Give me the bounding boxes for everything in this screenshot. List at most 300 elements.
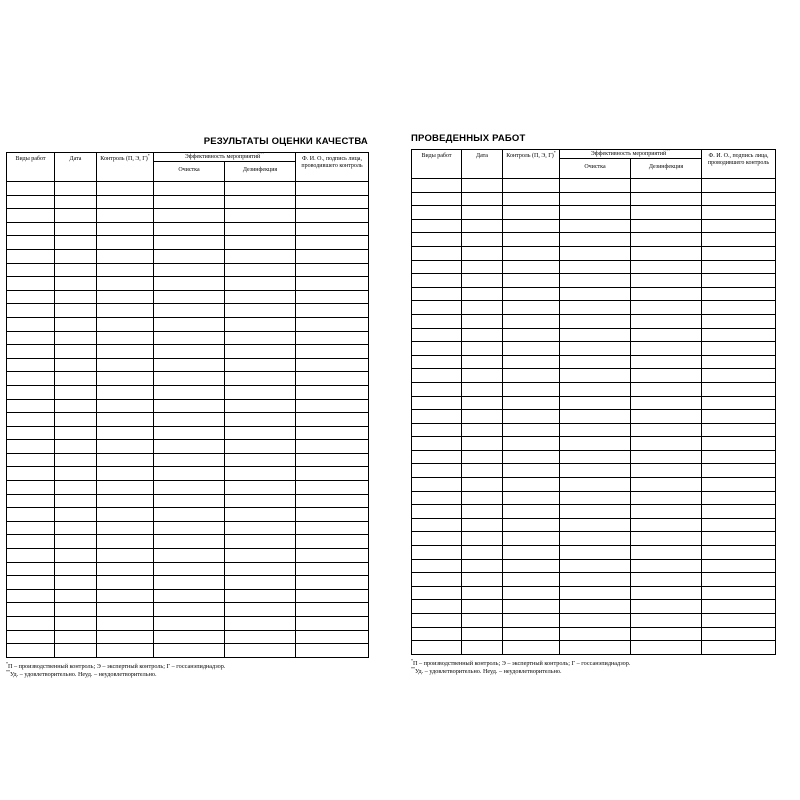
table-cell: [7, 630, 55, 644]
table-cell: [97, 589, 154, 603]
table-cell: [462, 342, 503, 356]
table-cell: [225, 331, 296, 345]
table-row: [412, 505, 776, 519]
table-cell: [412, 546, 462, 560]
table-cell: [560, 478, 631, 492]
table-cell: [462, 532, 503, 546]
table-cell: [296, 562, 369, 576]
table-cell: [7, 508, 55, 522]
table-cell: [55, 277, 97, 291]
table-cell: [702, 641, 776, 655]
table-cell: [560, 518, 631, 532]
table-cell: [97, 453, 154, 467]
table-cell: [462, 627, 503, 641]
table-cell: [55, 589, 97, 603]
footnotes: [6, 660, 368, 679]
table-cell: [412, 464, 462, 478]
table-cell: [462, 614, 503, 628]
table-row: [412, 423, 776, 437]
right-page: [411, 133, 775, 676]
table-cell: [154, 535, 225, 549]
table-cell: [702, 301, 776, 315]
table-cell: [462, 369, 503, 383]
table-cell: [631, 287, 702, 301]
table-cell: [55, 603, 97, 617]
table-cell: [296, 589, 369, 603]
table-cell: [462, 355, 503, 369]
table-cell: [296, 399, 369, 413]
table-cell: [7, 290, 55, 304]
table-cell: [462, 573, 503, 587]
table-cell: [225, 345, 296, 359]
table-cell: [225, 589, 296, 603]
table-cell: [462, 260, 503, 274]
table-cell: [631, 491, 702, 505]
table-cell: [55, 263, 97, 277]
table-cell: [296, 263, 369, 277]
table-row: [7, 426, 369, 440]
table-cell: [225, 195, 296, 209]
table-cell: [503, 586, 560, 600]
table-cell: [296, 304, 369, 318]
table-row: [7, 290, 369, 304]
table-cell: [154, 372, 225, 386]
table-cell: [462, 559, 503, 573]
table-cell: [7, 521, 55, 535]
table-cell: [560, 179, 631, 193]
table-cell: [631, 301, 702, 315]
table-cell: [154, 222, 225, 236]
table-row: [7, 249, 369, 263]
table-cell: [503, 287, 560, 301]
table-cell: [225, 481, 296, 495]
table-cell: [560, 614, 631, 628]
table-cell: [462, 287, 503, 301]
header-efficiency: Эффективность мероприятий**: [154, 153, 296, 162]
table-cell: [97, 263, 154, 277]
table-cell: [560, 464, 631, 478]
table-cell: [296, 453, 369, 467]
table-cell: [7, 331, 55, 345]
page-title: РЕЗУЛЬТАТЫ ОЦЕНКИ КАЧЕСТВА: [203, 136, 368, 147]
table-cell: [503, 369, 560, 383]
table-cell: [225, 603, 296, 617]
table-cell: [97, 576, 154, 590]
header-date: Дата: [462, 150, 503, 179]
table-cell: [296, 549, 369, 563]
table-cell: [412, 246, 462, 260]
table-cell: [7, 413, 55, 427]
table-cell: [412, 260, 462, 274]
table-cell: [154, 576, 225, 590]
table-cell: [560, 328, 631, 342]
table-row: [412, 328, 776, 342]
table-cell: [631, 532, 702, 546]
table-cell: [702, 206, 776, 220]
table-cell: [631, 219, 702, 233]
table-cell: [97, 209, 154, 223]
table-cell: [296, 508, 369, 522]
table-cell: [296, 385, 369, 399]
table-cell: [462, 518, 503, 532]
table-cell: [7, 549, 55, 563]
table-cell: [412, 627, 462, 641]
table-cell: [702, 369, 776, 383]
table-cell: [225, 249, 296, 263]
table-cell: [412, 437, 462, 451]
table-cell: [225, 535, 296, 549]
table-cell: [462, 246, 503, 260]
table-cell: [412, 355, 462, 369]
table-cell: [462, 192, 503, 206]
table-cell: [296, 372, 369, 386]
table-cell: [97, 481, 154, 495]
table-row: [7, 467, 369, 481]
quality-log-table: [411, 149, 776, 655]
table-row: [412, 314, 776, 328]
table-cell: [702, 423, 776, 437]
table-row: [7, 481, 369, 495]
table-row: [412, 369, 776, 383]
table-cell: [225, 440, 296, 454]
table-cell: [225, 562, 296, 576]
table-cell: [296, 358, 369, 372]
table-cell: [631, 246, 702, 260]
table-cell: [503, 641, 560, 655]
table-cell: [225, 182, 296, 196]
table-cell: [296, 290, 369, 304]
table-row: [7, 385, 369, 399]
table-cell: [154, 413, 225, 427]
table-cell: [503, 464, 560, 478]
table-cell: [503, 274, 560, 288]
table-cell: [97, 535, 154, 549]
quality-log-table: [6, 152, 369, 658]
table-cell: [55, 617, 97, 631]
table-cell: [412, 423, 462, 437]
table-cell: [225, 494, 296, 508]
table-cell: [97, 399, 154, 413]
table-cell: [296, 345, 369, 359]
table-cell: [503, 179, 560, 193]
table-row: [7, 535, 369, 549]
table-cell: [462, 491, 503, 505]
table-cell: [7, 603, 55, 617]
table-cell: [702, 328, 776, 342]
table-cell: [412, 328, 462, 342]
table-cell: [560, 641, 631, 655]
table-cell: [225, 508, 296, 522]
table-cell: [225, 399, 296, 413]
table-cell: [631, 369, 702, 383]
table-cell: [702, 518, 776, 532]
table-row: [7, 222, 369, 236]
table-cell: [7, 399, 55, 413]
table-cell: [560, 600, 631, 614]
table-row: [412, 627, 776, 641]
table-cell: [55, 576, 97, 590]
table-cell: [97, 426, 154, 440]
table-cell: [296, 576, 369, 590]
table-cell: [560, 192, 631, 206]
table-cell: [702, 342, 776, 356]
table-cell: [296, 603, 369, 617]
table-cell: [7, 440, 55, 454]
table-cell: [97, 508, 154, 522]
table-cell: [702, 450, 776, 464]
table-cell: [97, 249, 154, 263]
table-cell: [503, 478, 560, 492]
table-cell: [55, 209, 97, 223]
table-cell: [154, 494, 225, 508]
table-cell: [412, 274, 462, 288]
table-cell: [462, 600, 503, 614]
table-cell: [154, 467, 225, 481]
table-cell: [503, 328, 560, 342]
table-cell: [503, 423, 560, 437]
table-cell: [296, 426, 369, 440]
table-cell: [55, 372, 97, 386]
table-row: [7, 209, 369, 223]
table-cell: [154, 440, 225, 454]
header-disinfection: Дезинфекция: [631, 159, 702, 179]
table-row: [7, 644, 369, 658]
table-cell: [55, 195, 97, 209]
table-cell: [7, 576, 55, 590]
table-cell: [462, 546, 503, 560]
table-cell: [560, 450, 631, 464]
table-cell: [154, 426, 225, 440]
table-cell: [225, 317, 296, 331]
table-cell: [55, 549, 97, 563]
table-cell: [412, 410, 462, 424]
table-cell: [462, 314, 503, 328]
table-cell: [55, 331, 97, 345]
table-cell: [412, 342, 462, 356]
table-cell: [154, 304, 225, 318]
table-cell: [462, 464, 503, 478]
table-cell: [154, 195, 225, 209]
table-cell: [97, 562, 154, 576]
table-cell: [462, 382, 503, 396]
table-cell: [412, 314, 462, 328]
table-cell: [97, 304, 154, 318]
table-cell: [55, 481, 97, 495]
table-cell: [296, 277, 369, 291]
table-row: [412, 260, 776, 274]
table-cell: [154, 263, 225, 277]
table-cell: [412, 206, 462, 220]
table-row: [412, 491, 776, 505]
table-cell: [97, 222, 154, 236]
table-cell: [702, 287, 776, 301]
table-cell: [560, 437, 631, 451]
table-cell: [7, 385, 55, 399]
table-cell: [296, 481, 369, 495]
table-cell: [7, 263, 55, 277]
table-cell: [503, 532, 560, 546]
table-cell: [702, 614, 776, 628]
table-cell: [503, 573, 560, 587]
table-cell: [225, 209, 296, 223]
table-cell: [702, 627, 776, 641]
table-cell: [225, 467, 296, 481]
table-cell: [296, 467, 369, 481]
table-cell: [225, 277, 296, 291]
table-cell: [503, 546, 560, 560]
table-cell: [560, 314, 631, 328]
table-cell: [97, 236, 154, 250]
table-cell: [55, 182, 97, 196]
table-row: [7, 589, 369, 603]
table-cell: [7, 589, 55, 603]
table-cell: [97, 603, 154, 617]
table-cell: [154, 277, 225, 291]
table-cell: [97, 345, 154, 359]
table-cell: [154, 562, 225, 576]
table-row: [7, 331, 369, 345]
table-cell: [631, 518, 702, 532]
table-cell: [462, 301, 503, 315]
table-cell: [412, 491, 462, 505]
table-cell: [631, 382, 702, 396]
table-cell: [560, 219, 631, 233]
table-cell: [7, 494, 55, 508]
table-row: [7, 195, 369, 209]
table-row: [7, 576, 369, 590]
table-cell: [631, 410, 702, 424]
table-cell: [560, 274, 631, 288]
table-cell: [702, 410, 776, 424]
table-cell: [154, 508, 225, 522]
table-cell: [7, 222, 55, 236]
table-cell: [560, 260, 631, 274]
table-cell: [412, 478, 462, 492]
table-row: [412, 518, 776, 532]
table-cell: [7, 453, 55, 467]
header-disinfection: Дезинфекция: [225, 162, 296, 182]
table-cell: [97, 290, 154, 304]
table-cell: [702, 600, 776, 614]
table-cell: [55, 399, 97, 413]
table-cell: [560, 233, 631, 247]
table-cell: [462, 233, 503, 247]
table-cell: [296, 535, 369, 549]
table-cell: [296, 617, 369, 631]
header-cleaning: Очистка: [154, 162, 225, 182]
table-row: [412, 614, 776, 628]
table-cell: [560, 423, 631, 437]
table-cell: [97, 644, 154, 658]
table-row: [7, 413, 369, 427]
table-cell: [225, 358, 296, 372]
table-cell: [631, 233, 702, 247]
table-cell: [631, 614, 702, 628]
table-cell: [631, 641, 702, 655]
table-cell: [7, 277, 55, 291]
table-cell: [154, 399, 225, 413]
table-cell: [55, 630, 97, 644]
table-cell: [154, 644, 225, 658]
table-cell: [225, 263, 296, 277]
table-cell: [154, 290, 225, 304]
table-cell: [7, 535, 55, 549]
table-cell: [296, 182, 369, 196]
table-cell: [560, 369, 631, 383]
table-row: [7, 617, 369, 631]
table-row: [412, 478, 776, 492]
table-cell: [296, 209, 369, 223]
table-row: [412, 437, 776, 451]
table-cell: [412, 586, 462, 600]
table-cell: [296, 236, 369, 250]
table-cell: [55, 345, 97, 359]
table-cell: [55, 385, 97, 399]
table-cell: [55, 426, 97, 440]
header-efficiency: Эффективность мероприятий**: [560, 150, 702, 159]
table-cell: [154, 358, 225, 372]
table-cell: [7, 195, 55, 209]
table-cell: [503, 491, 560, 505]
table-row: [412, 586, 776, 600]
table-cell: [631, 328, 702, 342]
table-cell: [296, 195, 369, 209]
table-cell: [296, 317, 369, 331]
table-cell: [97, 385, 154, 399]
table-cell: [225, 413, 296, 427]
table-cell: [462, 586, 503, 600]
table-row: [7, 562, 369, 576]
table-row: [7, 372, 369, 386]
table-cell: [7, 467, 55, 481]
table-cell: [7, 481, 55, 495]
table-cell: [702, 355, 776, 369]
table-cell: [97, 182, 154, 196]
table-cell: [7, 345, 55, 359]
table-cell: [7, 644, 55, 658]
table-cell: [296, 644, 369, 658]
table-cell: [631, 573, 702, 587]
table-cell: [97, 521, 154, 535]
table-cell: [412, 641, 462, 655]
table-cell: [55, 453, 97, 467]
table-row: [412, 233, 776, 247]
table-row: [7, 453, 369, 467]
table-cell: [560, 586, 631, 600]
table-cell: [631, 274, 702, 288]
table-cell: [225, 576, 296, 590]
table-cell: [412, 179, 462, 193]
footnote-control: *П – производственный контроль; Э – экспертный контроль; Г – госсанэпиднадзор.: [6, 660, 226, 670]
table-cell: [702, 260, 776, 274]
table-cell: [631, 342, 702, 356]
table-row: [7, 630, 369, 644]
table-cell: [631, 192, 702, 206]
table-cell: [225, 304, 296, 318]
table-cell: [702, 505, 776, 519]
table-cell: [631, 314, 702, 328]
table-cell: [225, 372, 296, 386]
table-cell: [97, 331, 154, 345]
table-cell: [154, 236, 225, 250]
table-cell: [503, 627, 560, 641]
table-cell: [412, 450, 462, 464]
table-row: [412, 355, 776, 369]
table-row: [412, 192, 776, 206]
table-cell: [55, 521, 97, 535]
table-cell: [702, 192, 776, 206]
table-cell: [154, 331, 225, 345]
